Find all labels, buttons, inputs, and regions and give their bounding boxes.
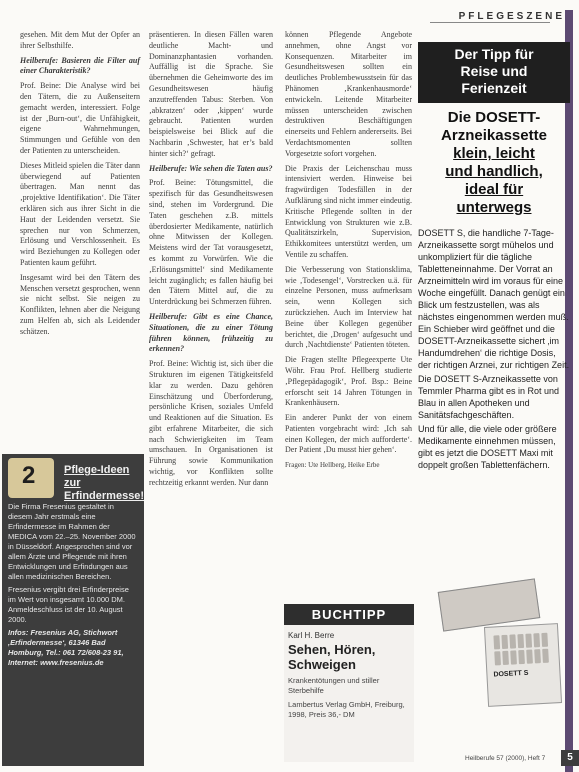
book-subtitle: Krankentötungen und stiller Sterbehilfe — [288, 676, 380, 695]
header-rule — [430, 22, 550, 23]
book-tip-box — [284, 604, 414, 762]
paragraph: gesehen. Mit dem Mut der Opfer an ihrer Selbsthilfe. — [20, 30, 140, 50]
question: Heilberufe: Basieren die Filter auf einer Charakteristik? — [20, 55, 140, 76]
column-3 — [285, 30, 412, 475]
tip-heading: Der Tipp für Reise und Ferienzeit — [418, 42, 570, 103]
paragraph: Prof. Beine: Die Analyse wird bei den Tätern, die zu Außenseitern gemacht werden, interessiert. Folge ist der ‚Burn-out‘, die Unfähigkeit, eigene Wahrnehmungen, Stimmungen und Gefühle von den der Patienten zu unterscheiden. — [20, 81, 140, 155]
paragraph: Die Praxis der Leichenschau muss intensiviert werden. Hinweise bei fragwürdigen Todesfällen in der Aufklärung sind nicht immer eindeutig. Kritische Pflegende sollten in der Entwicklung von Strukturen wie z.B. Qualitätszirkeln, Supervision, Ethikkomitees unterstützt werden, um Ventile zu schaffen. — [285, 163, 412, 259]
tip-title: Die DOSETT- Arzneikassette klein, leicht und handlich, ideal für unterwegs — [441, 109, 547, 216]
book-publisher: Lambertus Verlag GmbH, Freiburg, 1998, Preis 36,- DM — [288, 700, 405, 719]
paragraph: Dieses Mitleid spielen die Täter dann überwiegend auf Patienten übertragen. Man nennt das ‚projektive Identifikation‘. Die Täter erklären sich aus ihrer Sicht in die Haut der Leidenden versetzt. Sie sprechen nur von Schmerzen, Erlösung und Verschlossenheit. Es wird Beziehungen zu Kollegen oder Patienten kaum geführt. — [20, 160, 140, 267]
footer-citation: Heilberufe 57 (2000), Heft 7 — [465, 755, 546, 762]
paragraph: Prof. Beine: Tötungsmittel, die spezifisch für das Gesundheitswesen sind, stehen im Vordergrund. Die Taten geschehen z.B. mittels überdosierter Medikamente, natürlich ohne Mitwissen der Kollegen. Meistens wird der Tat vorausgesetzt, es kommt zu Vorwürfen. Wie die ‚Erlösungsmittel‘ sind Medikamente leicht zugänglich; es fallen häufig bei den Tätern Mittel auf, die zu Unterdrückung bei Schmerzen führen. — [149, 178, 273, 307]
question: Heilberufe: Gibt es eine Chance, Situationen, die zu einer Tötung führen können, frühzeitig zu erkennen? — [149, 311, 273, 354]
paragraph: Insgesamt wird bei den Tätern des Menschen versetzt gesprochen, wenn sie nicht selbst. Sie neigen zu Konflikten, lehnen aber die Neigung zum Helfen ab, sich als Leidender schätzen. — [20, 272, 140, 336]
paragraph: präsentieren. In diesen Fällen waren deutliche Macht- und Dominanzphantasien vorhanden. Auffällig ist die Sprache. Sie übernehmen die Geheimworte des im Gesundheitswesen häufig anzutreffenden Tabus: Sterben. Von ‚abkratzen‘ oder ‚kippen‘ wurde gebraucht. Patienten wurden beispielsweise bei Blick auf die Nachbarin ‚Schwester, hat er’s bald hinter sich?‘ gefragt. — [149, 30, 273, 158]
credit: Fragen: Ute Hellberg, Heike Erbe — [285, 461, 380, 470]
pill-compartments — [493, 633, 548, 666]
ideas-title: Pflege-Ideen zur Erfindermesse! — [64, 464, 145, 502]
section-title: PFLEGESZENE — [458, 11, 565, 22]
column-2 — [149, 30, 273, 493]
question: Heilberufe: Wie sehen die Taten aus? — [149, 163, 273, 173]
column-1 — [20, 30, 140, 342]
paragraph: können Pflegende Angebote annehmen, ohne Angst vor Konsequenzen. Mitarbeiter im Gesundheitswesen sollten ein deutliches Problembewusstsein für das Phänomen ‚Krankenhausmorde‘ entwickeln. Leitende Mitarbeiter müssen unterscheiden zwischen destruktiven Beschäftigungen einerseits und Fehlern andererseits. Bei Verdachtsmomenten sollten Vorgesetzte sofort vorgehen. — [285, 30, 412, 158]
tip-body: DOSETT S, die handliche 7-Tage-Arzneikassette sorgt mühelos und unkompliziert für die tägliche Tabletteneinnahme. Der Vorrat an Arzneimitteln wird im voraus für eine Woche eingefüllt. Danach genügt ein Blick um festzustellen, was als nächstes eingenommen werden muß. Ein Schieber wird geöffnet und die DOSETT-Arzneikassette sichert ‚im Handumdrehen‘ die richtige Dosis, der richtigen Arznei, zur richtigen Zeit. Die DOSETT S-Arzneikassette von Temmler Pharma gibt es in Rot und Blau in allen Apotheken und Sanitätsfachgeschäften. Und für alle, die viele oder größere Medikamente einnehmen müssen, gibt es jetzt die DOSETT Maxi mit doppelt großen Tablettenfächern. — [418, 228, 570, 470]
ideas-text: Die Firma Fresenius gestaltet in diesem Jahr erstmals eine Erfindermesse im Rahmen der MEDICA vom 22.–25. November 2000 in Düsseldorf. Angesprochen sind vor allem Ärzte und Pflegende mit ihren Entwicklungen und Erfindungen aus allen medizinischen Bereichen. Fresenius vergibt drei Erfinderpreise im Wert von insgesamt 10.000 DM. Anmeldeschluss ist der 10. August 2000. Infos: Fresenius AG, Stichwort ‚Erfindermesse‘, 61346 Bad Homburg, Tel.: 061 72/608-23 91, Internet: www.fresenius.de — [8, 502, 136, 667]
ideas-box — [2, 454, 144, 766]
paragraph: Ein anderer Punkt der von einem Patienten vorgebracht wird: ‚Ich sah einen Kollegen, der mich aufforderte‘. Der Patient ‚Du musst hier gehen‘. — [285, 413, 412, 455]
paragraph: Prof. Beine: Wichtig ist, sich über die Strukturen im eigenen Tätigkeitsfeld klar zu werden. Dazu gehören Einschätzung und Überforderung, persönliche Krisen, soziales Umfeld und Reaktionen auf die Situation. Es gibt erfahrene Mitarbeiter, die sich nach Schwierigkeiten im Team umschauen. In Organisationen ist Führung sowie Kommunikation wichtig, vor Konflikten sollte rechtzeitig erkannt werden. Nur dann — [149, 359, 273, 487]
dosett-pack-image — [484, 623, 562, 707]
book-author: Karl H. Berre — [288, 631, 335, 640]
page-number: 5 — [561, 750, 579, 766]
lightbulb-icon: 2 — [8, 458, 54, 498]
book-title: Sehen, Hören, Schweigen — [288, 642, 376, 672]
paragraph: Die Fragen stellte Pflegeexperte Ute Wöhr. Frau Prof. Hellberg studierte ‚Pflegepädagogik‘, Prof. Bsp.: Beine erforscht seit 14 Jahren Tötungen in Krankenhäusern. — [285, 355, 412, 408]
pack-label: DOSETT S — [493, 669, 529, 679]
book-tip-heading: BUCHTIPP — [284, 604, 414, 625]
paragraph: Die Verbesserung von Stationsklima, wie ‚Todesengel‘, Vorstrecken u.ä. für einzelne Personen, muss aufmerksam sein, wenn Kollegen sich zurückziehen. Auch im Interview hat Beine über Kollegen gegenüber berichtet, die ‚Drogen‘ aufgesucht und durch ‚Nachtdienste‘ Patienten töteten. — [285, 264, 412, 350]
